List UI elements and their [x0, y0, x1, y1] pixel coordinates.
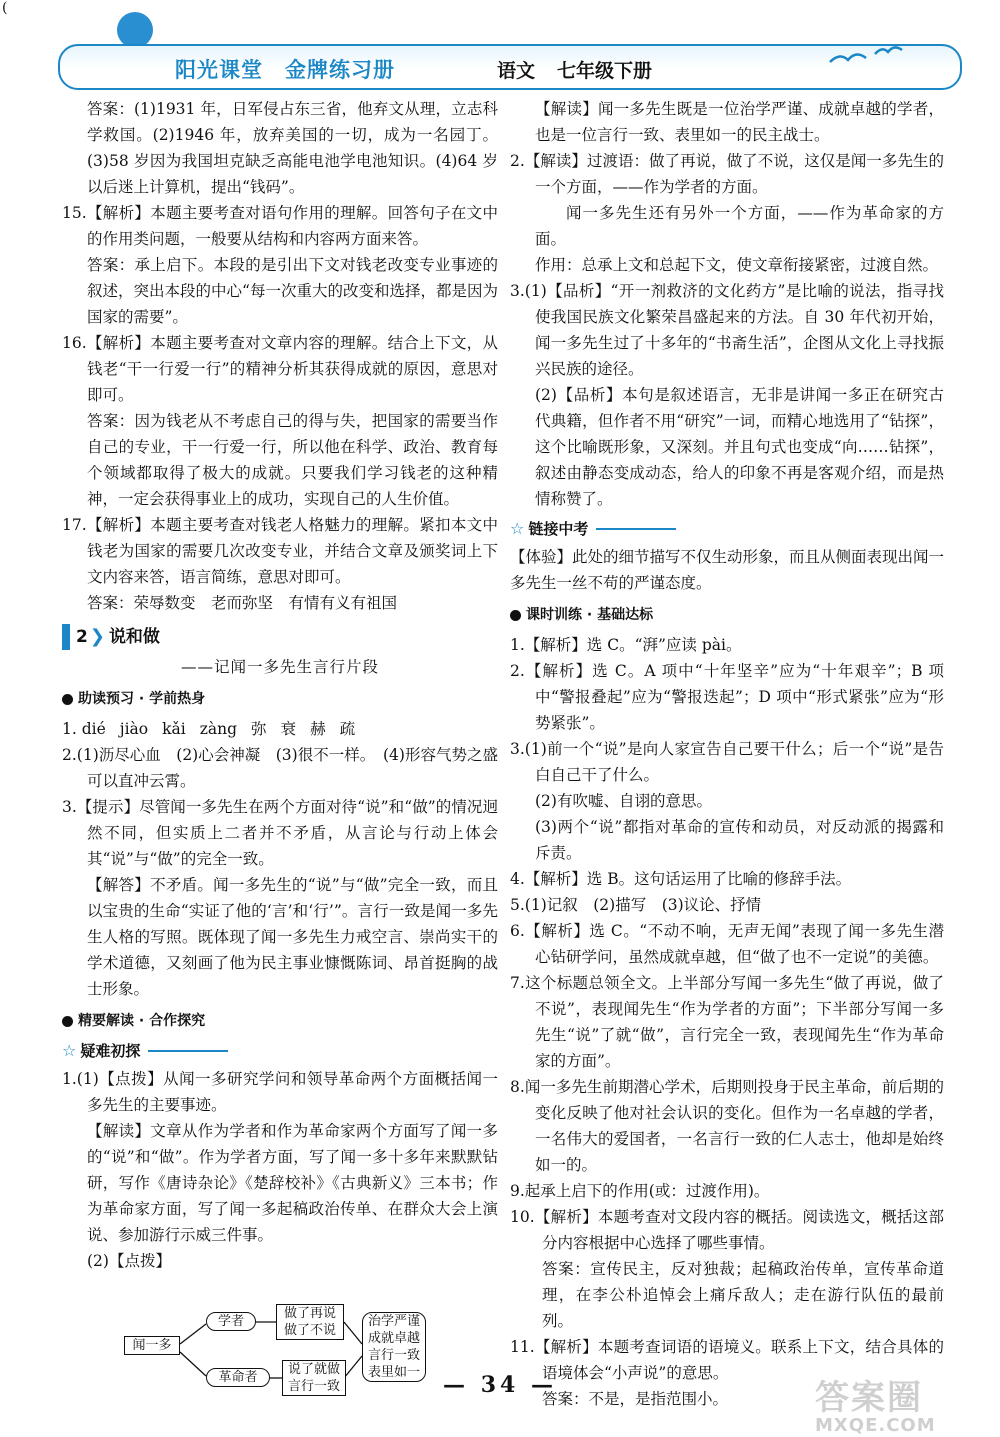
- task-4: 4.【解析】选 B。这句话运用了比喻的修辞手法。: [510, 870, 852, 888]
- read-2-effect: 作用：总承上文和总起下文，使文章衔接紧密，过渡自然。: [535, 256, 939, 274]
- bullet-icon: [510, 610, 521, 621]
- corner-mark: (: [2, 0, 8, 16]
- grade-label: 七年级下册: [557, 60, 653, 82]
- task-8: 8.闻一多先生前期潜心学术，后期则投身于民主革命，前后期的变化反映了他对社会认识的变化。但作为一名卓越的学者，一名伟大的爱国者，一名言行一致的仁人志士，他却是始终如一的。: [510, 1078, 944, 1174]
- task-2: 2.【解析】选 C。A 项中“十年坚辛”应为“十年艰辛”；B 项中“警报叠起”应为“警报迭起”；D 项中“形式紧张”应为“形势紧张”。: [510, 662, 944, 732]
- band-practice: [510, 602, 944, 628]
- band-explore-text: 精要解读 · 合作探究: [78, 1013, 206, 1029]
- star-heading-2: [510, 516, 944, 542]
- pinyin-8: 疏: [339, 720, 356, 738]
- read-1-explain: 【解读】文章从作为学者和作为革命家两个方面写了闻一多的“说”和“做”。作为学者方面，写了闻一多十多年来默默钻研，写作《唐诗杂论》《楚辞校补》《古典新义》三本书；作为革命家方面，写了闻一多起稿政治传单、在群众大会上演说、参加游行示威三件事。: [87, 1122, 498, 1244]
- star-icon: ☆: [62, 1041, 77, 1060]
- star-heading-1-text: 疑难初探: [80, 1042, 141, 1060]
- section-subtitle: ——记闻一多先生言行片段: [180, 658, 379, 676]
- flow-root: 闻一多: [124, 1336, 180, 1355]
- task-6: 6.【解析】选 C。“不动不响，无声无闻”表现了闻一多先生潜心钻研学问，虽然成就卓越，但“做了也不一定说”的美德。: [510, 922, 944, 966]
- header-subject: [497, 56, 674, 83]
- band-preview-text: 助读预习 · 学前热身: [78, 691, 206, 707]
- heading-underline: [596, 528, 676, 530]
- flow-scholar-do: [276, 1304, 344, 1340]
- section-number: 2: [62, 624, 88, 650]
- question-17: 17.【解析】本题主要考查对钱老人格魅力的理解。紧扣本文中钱老为国家的需要几次改变专业，并结合文章及颁奖词上下文内容来答，语言简练，意思对即可。: [62, 516, 498, 586]
- task-1: 1.【解析】选 C。“湃”应读 pài。: [510, 636, 742, 654]
- watermark-logo: [815, 1370, 985, 1435]
- answer-15: 答案：承上启下。本段的是引出下文对钱老改变专业事迹的叙述，突出本段的中心“每一次重大的改变和选择，都是因为国家的需要”。: [87, 256, 498, 326]
- read-1-part2: (2)【点拨】: [87, 1252, 171, 1270]
- star-heading-1: [62, 1038, 498, 1064]
- read-3-part2: (2)【品析】本句是叙述语言，无非是讲闻一多正在研究古代典籍，但作者不用“研究”一词，而精心地选用了“钻探”，这个比喻既形象，又深刻。并且句式也变成“向……钻探”，叙述由静态变成动态，给人的印象不再是客观介绍，而是热情称赞了。: [535, 386, 944, 508]
- heading-underline: [148, 1050, 228, 1052]
- flow-result-1: 治学严谨: [367, 1314, 420, 1329]
- pinyin-5: 弥: [251, 720, 267, 738]
- task-10-answer: 答案：宣传民主，反对独裁；起稿政治传单，宣传革命道理，在李公朴追悼会上痛斥敌人；走在游行队伍的最前列。: [542, 1260, 944, 1330]
- preview-3-answer: 【解答】不矛盾。闻一多先生的“说”与“做”完全一致，而且以宝贵的生命“实证了他的‘言’和‘行’”。言行一致是闻一多先生人格的写照。既体现了闻一多先生力戒空言、崇尚实干的学术道德，又刻画了他为民主事业慷慨陈词、昂首挺胸的战士形象。: [87, 876, 498, 998]
- answer-16: 答案：因为钱老从不考虑自己的得与失，把国家的需要当作自己的专业，干一行爱一行，所以他在科学、政治、教育每个领域都取得了极大的成就。只要我们学习钱老的这种精神，一定会获得事业上的成功，实现自己的人生价值。: [87, 412, 498, 508]
- flow-revolutionary: 革命者: [206, 1368, 270, 1387]
- flow-scholar: 学者: [206, 1312, 256, 1331]
- question-15: 15.【解析】本题主要考查对语句作用的理解。回答句子在文中的作用类问题，一般要从结构和内容两方面来答。: [62, 204, 498, 248]
- flow-scholar-do-1: 做了再说: [283, 1306, 336, 1321]
- task-11: 11.【解析】本题考查词语的语境义。联系上下文，结合具体的语境体会“小声说”的意思。: [510, 1338, 944, 1382]
- subject-label: 语文: [497, 60, 536, 82]
- right-column: [510, 96, 944, 1412]
- watermark-main: 答案圈: [815, 1378, 923, 1418]
- read-1-summary: 【解读】闻一多先生既是一位治学严谨、成就卓越的学者，也是一位言行一致、表里如一的民主战士。: [535, 100, 944, 144]
- task-5: 5.(1)记叙 (2)描写 (3)议论、抒情: [510, 896, 762, 914]
- flow-scholar-do-2: 做了不说: [283, 1323, 336, 1338]
- band-preview: [62, 686, 498, 712]
- answer-14: 答案：(1)1931 年，日军侵占东三省，他弃文从理，立志科学救国。(2)1946 年，放弃美国的一切，成为一名园丁。(3)58 岁因为我国坦克缺乏高能电池学电池知识。(4)64 岁以后迷上计算机，提出“钱码”。: [87, 100, 498, 196]
- flow-result-2: 成就卓越: [367, 1331, 420, 1346]
- pinyin-4: zàng: [199, 720, 238, 738]
- left-column: [62, 96, 498, 1414]
- read-1: 1.(1)【点拨】从闻一多研究学问和领导革命两个方面概括闻一多先生的主要事迹。: [62, 1070, 498, 1114]
- task-7: 7.这个标题总领全文。上半部分写闻一多先生“做了再说，做了不说”，表现闻先生“作为学者的方面”；下半部分写闻一多先生“说”了就“做”，言行完全一致，表现闻先生“作为革命家的方面”。: [510, 974, 944, 1070]
- band-practice-text: 课时训练 · 基础达标: [526, 607, 654, 623]
- page-number: — 34 —: [443, 1372, 557, 1398]
- pinyin-6: 衰: [280, 720, 297, 738]
- header-brand: [175, 54, 417, 84]
- star-icon: ☆: [510, 519, 525, 538]
- flow-rev-do-1: 说了就做: [287, 1362, 340, 1377]
- flow-result-3: 言行一致: [367, 1348, 420, 1363]
- bullet-icon: [62, 1016, 73, 1027]
- flow-rev-do-2: 言行一致: [287, 1379, 340, 1394]
- question-16: 16.【解析】本题主要考查对文章内容的理解。结合上下文，从钱老“干一行爱一行”的精神分析其获得成就的原因，意思对即可。: [62, 334, 498, 404]
- bullet-icon: [62, 694, 73, 705]
- pinyin-7: 赫: [310, 720, 326, 738]
- pinyin-1: 1. dié: [62, 720, 106, 738]
- answer-17: 答案：荣辱数变 老而弥坚 有情有义有祖国: [87, 594, 398, 612]
- preview-2: 2.(1)沥尽心血 (2)心会神凝 (3)很不一样。 (4)形容气势之盛可以直冲云霄。: [62, 746, 498, 790]
- band-explore: [62, 1008, 498, 1034]
- watermark-sub: MXQE.COM: [815, 1415, 936, 1436]
- flow-result-4: 表里如一: [367, 1365, 420, 1380]
- chevron-right-icon: ❯: [89, 626, 105, 647]
- brand-series: 金牌练习册: [285, 58, 395, 82]
- read-2: 2.【解读】过渡语：做了再说，做了不说，这仅是闻一多先生的一个方面，——作为学者的方面。: [510, 152, 944, 196]
- task-9: 9.起承上启下的作用(或：过渡作用)。: [510, 1182, 770, 1200]
- task-10: 10.【解析】本题考查对文段内容的概括。阅读选文，概括这部分内容根据中心选择了哪些事情。: [510, 1208, 944, 1252]
- section-title: [62, 622, 498, 652]
- task-3-part2: (2)有吹嘘、自诩的意思。: [535, 792, 712, 810]
- experience: 【体验】此处的细节描写不仅生动形象，而且从侧面表现出闻一多先生一丝不苟的严谨态度。: [510, 548, 945, 592]
- task-3-part3: (3)两个“说”都指对革命的宣传和动员，对反动派的揭露和斥责。: [535, 818, 944, 862]
- read-3: 3.(1)【品析】“开一剂救济的文化药方”是比喻的说法，指寻找使我国民族文化繁荣昌盛起来的方法。自 30 年代初开始，闻一多先生过了十多年的“书斋生活”，企图从文化上寻找振兴民族的途径。: [510, 282, 944, 378]
- birds-icon: [820, 40, 920, 70]
- read-2-quote: 闻一多先生还有另外一个方面，——作为革命家的方面。: [535, 204, 944, 248]
- preview-3: 3.【提示】尽管闻一多先生在两个方面对待“说”和“做”的情况迥然不同，但实质上二者并不矛盾，从言论与行动上体会其“说”与“做”的完全一致。: [62, 798, 498, 868]
- pinyin-row: [62, 716, 498, 742]
- pinyin-2: jiào: [119, 720, 149, 738]
- task-11-answer: 答案：不是，是指范围小。: [542, 1390, 729, 1408]
- task-3: 3.(1)前一个“说”是向人家宣告自己要干什么；后一个“说”是告白自己干了什么。: [510, 740, 944, 784]
- section-title-text: 说和做: [108, 627, 160, 647]
- brand-name: 阳光课堂: [175, 58, 263, 82]
- pinyin-3: kǎi: [162, 720, 186, 738]
- star-heading-2-text: 链接中考: [528, 520, 589, 538]
